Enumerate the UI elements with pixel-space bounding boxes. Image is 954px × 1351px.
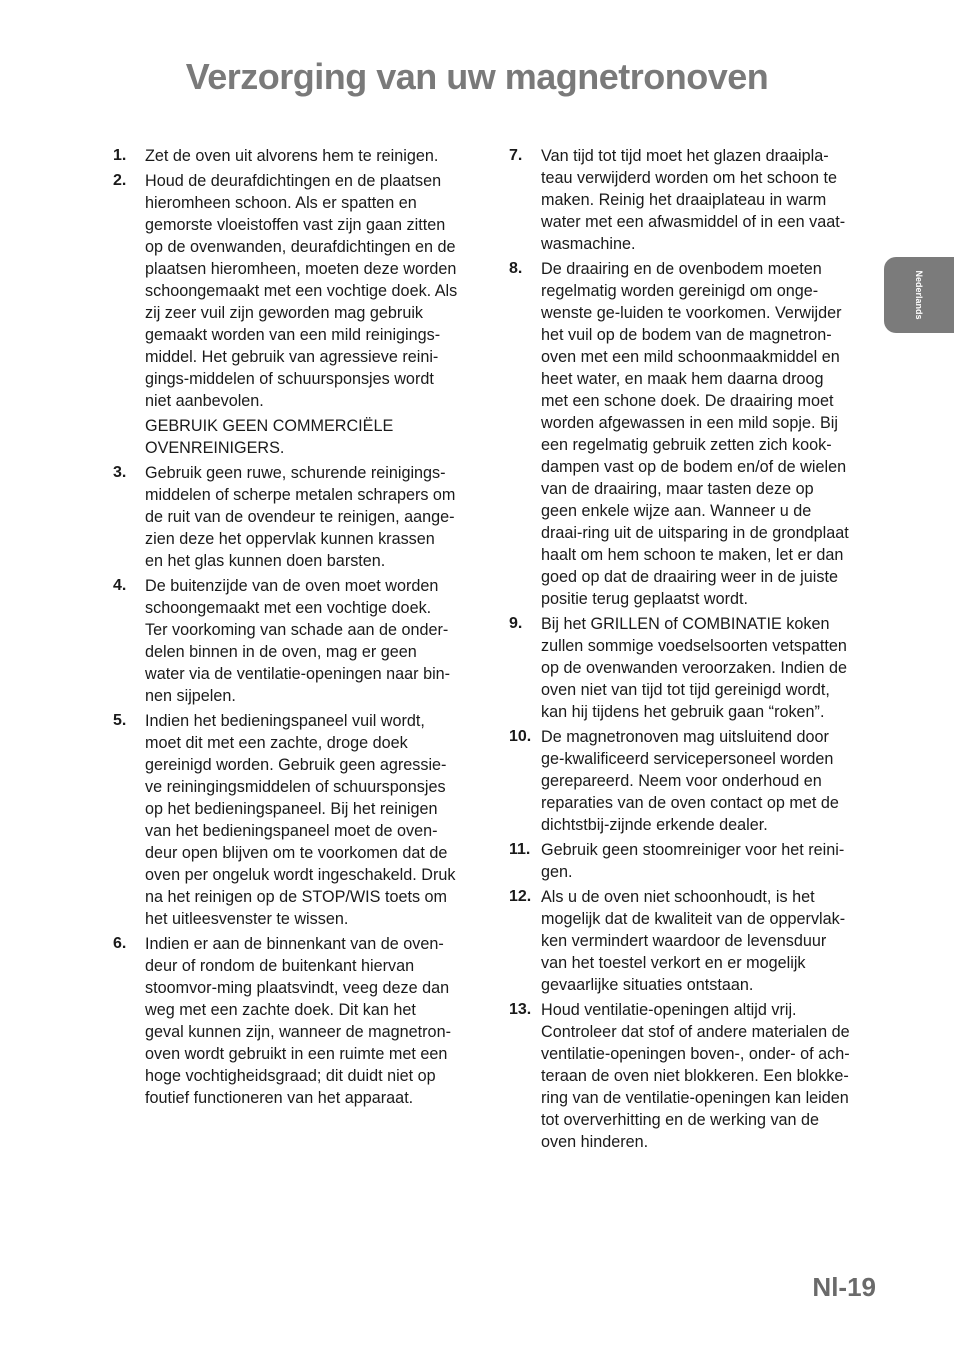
page-number: Nl-19 <box>812 1272 876 1302</box>
item-text: Indien het bedieningspaneel vuil wordt, moet dit met een zachte, droge doek gereinigd worden. Gebruik geen agressie- ve reiningingsmiddelen of schuursponsjes op het bedieningspaneel. Bij het reinigen van het bedieningspaneel moet de oven- deur open blijven om te voorkomen dat de oven per ongeluk wordt ingeschakeld. Druk na het reinigen op de STOP/WIS toets om het uitleesvenster te wissen. <box>145 712 456 928</box>
item-number: 2. <box>113 172 127 189</box>
item-text: Bij het GRILLEN of COMBINATIE koken zullen sommige voedselsoorten vetspatten op de ovenwanden veroorzaken. Indien de oven niet van tijd tot tijd gereinigd wordt, kan hij tijdens het gebruik gaan “roken”. <box>541 615 847 721</box>
item-number: 8. <box>509 260 523 277</box>
list-item <box>113 575 488 707</box>
item-text: De magnetronoven mag uitsluitend door ge-kwalificeerd servicepersoneel worden gerepareerd. Neem voor onderhoud en reparaties van de oven contact op met de dichtstbij-zijnde erkende dealer. <box>541 728 839 834</box>
item-text: Zet de oven uit alvorens hem te reinigen. <box>145 147 439 165</box>
item-text: Houd de deurafdichtingen en de plaatsen hieromheen schoon. Als er spatten en gemorste vloeistoffen vast zijn gaan zitten op de ovenwanden, deurafdichtingen en de plaatsen hieromheen, moeten deze worden schoongemaakt met een vochtige doek. Als zij zeer vuil zijn geworden mag gebruik gemaakt worden van een mild reinigings- middel. Het gebruik van agressieve reini- gings-middelen of schuursponsjes wordt niet aanbevolen. <box>145 172 458 410</box>
item-text: De draairing en de ovenbodem moeten regelmatig worden gereinigd om onge- wenste ge-luiden te voorkomen. Verwijder het vuil op de bodem van de magnetron- oven met een mild schoonmaakmiddel en heet water, en maak hem daarna droog met een schone doek. De draairing moet worden afgewassen in een mild sopje. Bij een regelmatig gebruik zetten zich kook- dampen vast op de bodem en/of de wielen van de draairing, maar tasten deze op geen enkele wijze aan. Wanneer u de draai-ring uit de uitsparing in de grondplaat haalt om hem schoon te maken, let er dan goed op dat de draairing weer in de juiste positie terug geplaatst wordt. <box>541 260 849 608</box>
list-item <box>509 613 881 723</box>
item-number: 12. <box>509 888 532 905</box>
list-item <box>113 462 488 572</box>
item-number: 3. <box>113 464 127 481</box>
list-item <box>509 726 881 836</box>
list-item <box>113 145 488 167</box>
item-text: Indien er aan de binnenkant van de oven- deur of rondom de buitenkant hiervan stoomvor-ming plaatsvindt, veeg deze dan weg met een zachte doek. Dit kan het geval kunnen zijn, wanneer de magnetron- oven wordt gebruikt in een ruimte met een hoge vochtigheidsgraad; dit duidt niet op foutief functioneren van het apparaat. <box>145 935 451 1107</box>
item-number: 7. <box>509 147 523 164</box>
list-item <box>113 933 488 1109</box>
list-item <box>509 886 881 996</box>
item-text: De buitenzijde van de oven moet worden schoongemaakt met een vochtige doek. Ter voorkoming van schade aan de onder- delen binnen in de oven, mag er geen water via de ventilatie-openingen naar bin- nen sijpelen. <box>145 577 451 705</box>
item-number: 13. <box>509 1001 532 1018</box>
item-number: 4. <box>113 577 127 594</box>
language-side-tab <box>884 257 954 333</box>
list-item <box>509 839 881 883</box>
list-item <box>509 999 881 1153</box>
list-item <box>113 170 488 412</box>
item-note: GEBRUIK GEEN COMMERCIËLE OVENREINIGERS. <box>145 417 394 457</box>
left-column <box>113 145 488 1112</box>
list-item <box>509 258 881 610</box>
item-number: 1. <box>113 147 127 164</box>
item-text: Gebruik geen stoomreiniger voor het reini- gen. <box>541 841 845 881</box>
item-number: 9. <box>509 615 523 632</box>
list-item <box>113 710 488 930</box>
item-number: 11. <box>509 841 531 858</box>
item-number: 5. <box>113 712 127 729</box>
item-text: Van tijd tot tijd moet het glazen draaipla- teau verwijderd worden om het schoon te maken. Reinig het draaiplateau in warm water met een afwasmiddel of in een vaat- wasmachine. <box>541 147 846 253</box>
page-title: Verzorging van uw magnetronoven <box>185 56 769 97</box>
item-text: Houd ventilatie-openingen altijd vrij. Controleer dat stof of andere materialen de ventilatie-openingen boven-, onder- of ach- teraan de oven niet blokkeren. Een blokke- ring van de ventilatie-openingen kan leiden tot oververhitting en de werking van de oven hinderen. <box>541 1001 850 1151</box>
item-number: 10. <box>509 728 532 745</box>
right-column <box>509 145 881 1156</box>
side-tab-label: Nederlands <box>914 270 924 320</box>
item-text: Gebruik geen ruwe, schurende reinigings- middelen of scherpe metalen schrapers om de ruit van de ovendeur te reinigen, aange- zien deze het oppervlak kunnen krassen en het glas kunnen doen barsten. <box>145 464 456 570</box>
list-item <box>509 145 881 255</box>
item-text: Als u de oven niet schoonhoudt, is het mogelijk dat de kwaliteit van de oppervlak- ken vermindert waardoor de levensduur van het toestel verkort en er mogelijk gevaarlijke situaties ontstaan. <box>541 888 846 994</box>
item-number: 6. <box>113 935 127 952</box>
